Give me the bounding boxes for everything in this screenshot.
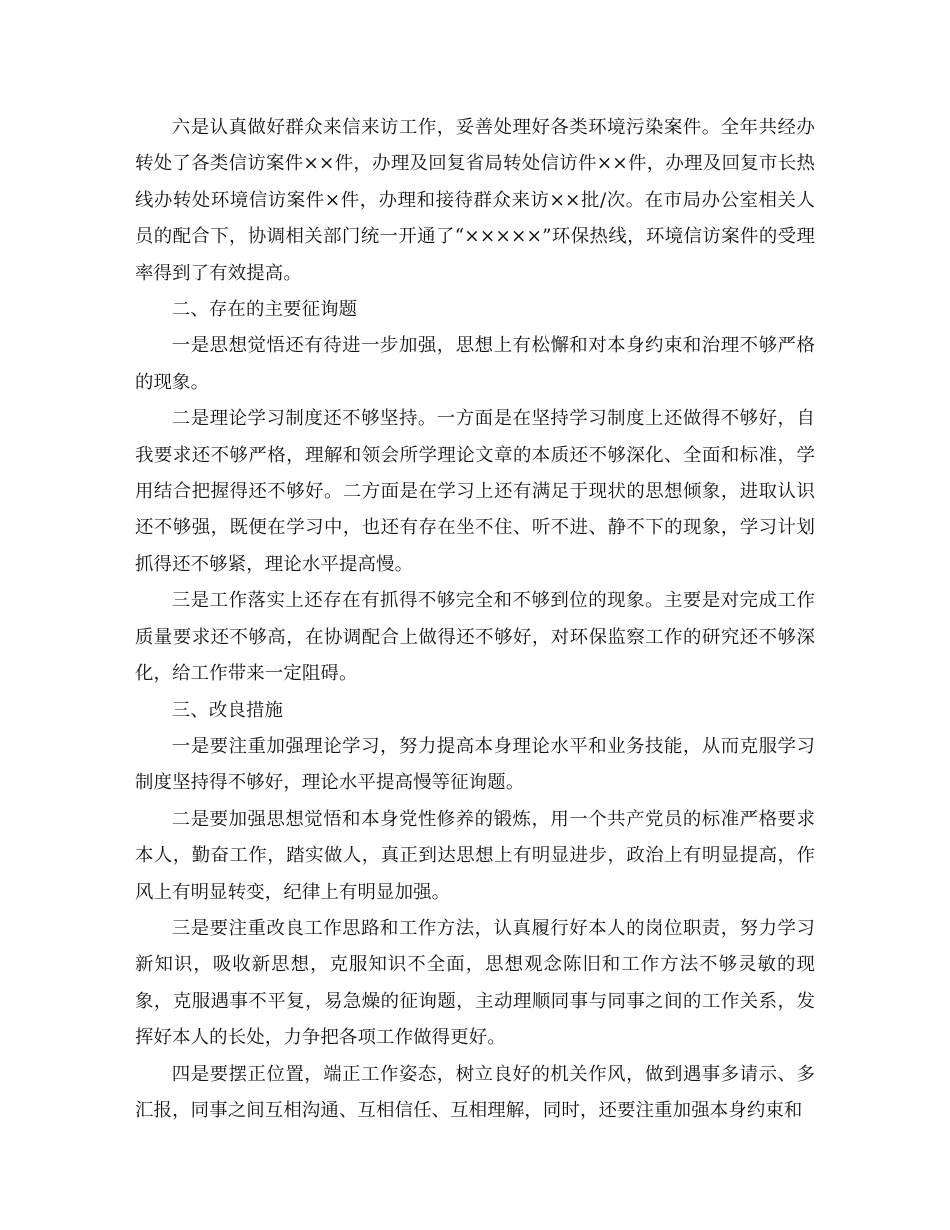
paragraph-measure-three: 三是要注重改良工作思路和工作方法，认真履行好本人的岗位职责，努力学习新知识，吸收新思想，克服知识不全面，思想观念陈旧和工作方法不够灵敏的现象，克服遇事不平复，易急燥的征询题，主动理顺同事与同事之间的工作关系，发挥好本人的长处，力争把各项工作做得更好。 xyxy=(135,917,815,1049)
paragraph-problem-one: 一是思想觉悟还有待进一步加强，思想上有松懈和对本身约束和治理不够严格的现象。 xyxy=(135,335,815,393)
paragraph-problem-two: 二是理论学习制度还不够坚持。一方面是在坚持学习制度上还做得不够好，自我要求还不够严格，理解和领会所学理论文章的本质还不够深化、全面和标准，学用结合把握得还不够好。二方面是在学习上还有满足于现状的思想倾象，进取认识还不够强，既便在学习中，也还有存在坐不住、听不进、静不下的现象，学习计划抓得还不够紧，理论水平提高慢。 xyxy=(135,408,815,575)
paragraph-measure-two: 二是要加强思想觉悟和本身党性修养的锻炼，用一个共产党员的标准严格要求本人，勤奋工作，踏实做人，真正到达思想上有明显进步，政治上有明显提高，作风上有明显转变，纪律上有明显加强。 xyxy=(135,808,815,903)
paragraph-problem-three: 三是工作落实上还存在有抓得不够完全和不够到位的现象。主要是对完成工作质量要求还不够高，在协调配合上做得还不够好，对环保监察工作的研究还不够深化，给工作带来一定阻碍。 xyxy=(135,590,815,685)
paragraph-measure-one: 一是要注重加强理论学习，努力提高本身理论水平和业务技能，从而克服学习制度坚持得不够好，理论水平提高慢等征询题。 xyxy=(135,735,815,794)
paragraph-letters-and-visits: 六是认真做好群众来信来访工作，妥善处理好各类环境污染案件。全年共经办转处了各类信访案件××件，办理及回复省局转处信访件××件，办理及回复市长热线办转处环境信访案件×件，办理和接待群众来访××批/次。在市局办公室相关人员的配合下，协调相关部门统一开通了“×××××”环保热线，环境信访案件的受理率得到了有效提高。 xyxy=(135,117,815,284)
document-body xyxy=(135,110,815,1129)
section-heading-improvement-measures: 三、改良措施 xyxy=(171,699,284,721)
paragraph-measure-four: 四是要摆正位置，端正工作姿态，树立良好的机关作风，做到遇事多请示、多汇报，同事之间互相沟通、互相信任、互相理解，同时，还要注重加强本身约束和 xyxy=(135,1063,815,1121)
section-heading-main-problems: 二、存在的主要征询题 xyxy=(171,299,358,321)
